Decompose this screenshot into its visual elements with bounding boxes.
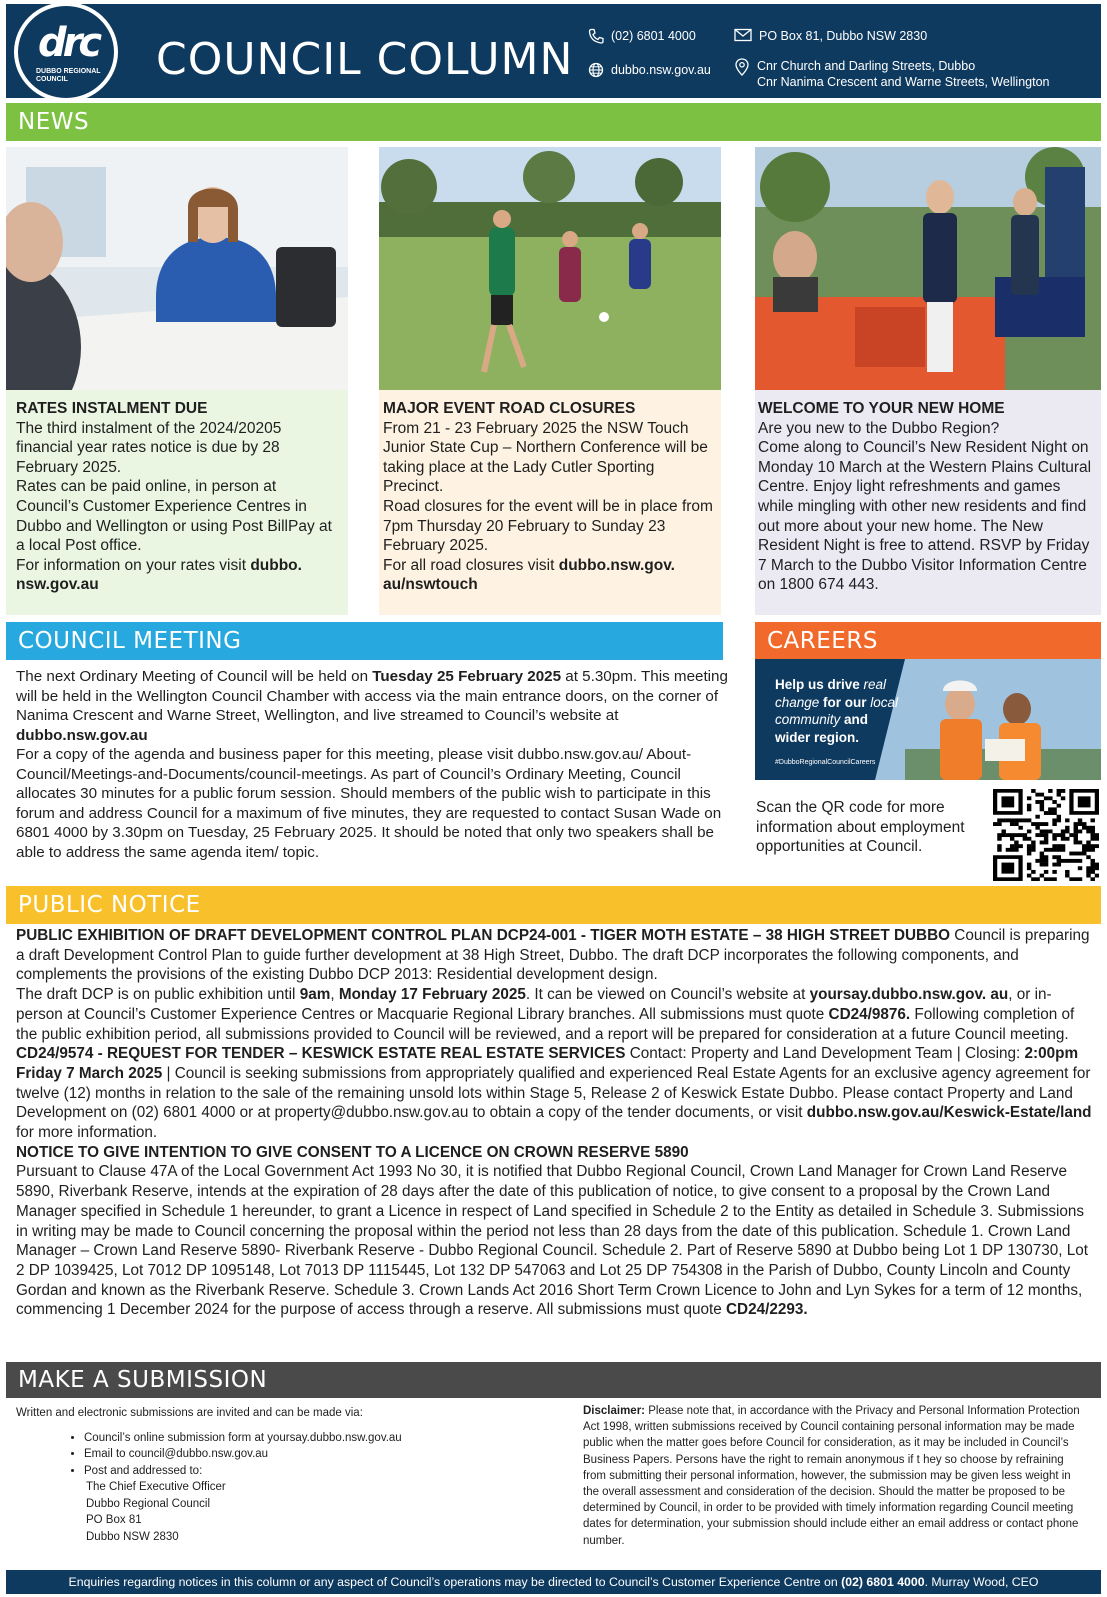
globe-icon — [588, 62, 604, 78]
news-heading-rates: RATES INSTALMENT DUE — [16, 400, 208, 417]
tender-text-2: | Council is seeking submissions from appropriately qualified and experienced Real Estate Agents for an exclusive agency agreement for twelve (12) months in relation to the sale of the remaining unsold lots within Stage 5, Release 2 of Keswick Estate Dubbo. Please contact Property and Land Development on (02) 6801 4000 or at property@dubbo.nsw.gov.au to obtain a copy of the tender documents, or visit — [16, 1064, 1091, 1122]
notice-tender-heading: CD24/9574 - REQUEST FOR TENDER – KESWICK ESTATE REAL ESTATE SERVICES — [16, 1045, 626, 1063]
meeting-details: at 5.30pm. This meeting will be held in the Wellington Council Chamber with access via the main entrance doors, on the corner of Nanima Crescent and Warne Street, Wellington, and live streamed to Council’s website at — [16, 668, 728, 724]
phone-number: (02) 6801 4000 — [611, 29, 696, 43]
keswick-estate-link[interactable]: dubbo.nsw.gov.au/Keswick-Estate/land — [806, 1104, 1092, 1122]
address-line: Dubbo NSW 2830 — [86, 1530, 179, 1543]
notice-dcp-body: Council is preparing a draft Development Control Plan to guide further development at 38 High Street, Dubbo. The draft DCP incorporates the following components, and complements the provisions of the existing Dubbo DCP 2013: Residential development design. — [16, 927, 1090, 984]
exhibition-text-3: . It can be viewed on Council’s website at — [525, 986, 810, 1004]
careers-qr-code[interactable] — [993, 789, 1099, 881]
news-text-new-residents — [758, 399, 1095, 595]
careers-hashtag: #DubboRegionalCouncilCareers — [775, 759, 876, 766]
rates-info-text: For information on your rates visit — [16, 556, 251, 574]
address-line-wellington: Cnr Nanima Crescent and Warne Streets, Wellington — [757, 75, 1050, 89]
council-logo — [14, 2, 118, 102]
po-box-contact — [734, 28, 927, 44]
notice-dcp-exhibition — [16, 985, 1096, 1044]
photo-customer-service — [6, 147, 348, 390]
location-pin-icon — [734, 58, 750, 76]
exhibition-text-1: The draft DCP is on public exhibition until — [16, 986, 300, 1004]
news-section-title: NEWS — [6, 103, 1101, 141]
page-title: COUNCIL COLUMN — [156, 34, 574, 85]
slogan-part-1: Help us drive — [775, 677, 864, 692]
news-text-road-closures — [383, 399, 715, 595]
news-item-new-residents — [755, 147, 1101, 615]
careers-slogan — [775, 676, 905, 746]
submission-methods — [16, 1405, 556, 1545]
news-item-rates — [6, 147, 348, 615]
careers-section-title: CAREERS — [755, 622, 1101, 660]
disclaimer-label: Disclaimer: — [583, 1405, 646, 1417]
notice-tender — [16, 1044, 1096, 1143]
news-heading-road-closures: MAJOR EVENT ROAD CLOSURES — [383, 400, 636, 417]
council-meeting-section-title: COUNCIL MEETING — [6, 622, 723, 660]
notice-licence-heading: NOTICE TO GIVE INTENTION TO GIVE CONSENT TO A LICENCE ON CROWN RESERVE 5890 — [16, 1143, 689, 1161]
footer — [6, 1570, 1101, 1594]
header — [6, 4, 1101, 98]
photo-touch-football — [379, 147, 721, 390]
website-contact — [588, 62, 711, 78]
exhibition-text-2: , — [330, 986, 339, 1004]
disclaimer-text: Please note that, in accordance with the Privacy and Personal Information Protection Act 1998, written submissions received by Council containing personal information may be made public when the matter goes before Council for consideration, as it may be included in Council’s Business Papers. Persons have the right to remain anonymous if t hey so choose by refraining from submitting their personal information, however, the submission may be given less weight in the overall assessment and consideration of the decision. Should the matter be proposed to be determined by Council, in order to be provided with timely information regarding Council meeting dates for determination, your submission should include either an email address or contact phone number. — [583, 1405, 1080, 1547]
submission-online[interactable]: • Council’s online submission form at yoursay.dubbo.nsw.gov.au — [84, 1430, 556, 1447]
submission-post: • Post and addressed to: — [84, 1463, 556, 1480]
logo-mark: drc — [38, 20, 99, 66]
submission-section-title: MAKE A SUBMISSION — [6, 1362, 1101, 1398]
address-line-dubbo: Cnr Church and Darling Streets, Dubbo — [757, 59, 976, 73]
meeting-intro: The next Ordinary Meeting of Council will be held on — [16, 668, 373, 685]
submission-intro: Written and electronic submissions are invited and can be made via: — [16, 1407, 363, 1419]
submission-email[interactable]: • Email to council@dubbo.nsw.gov.au — [84, 1446, 556, 1463]
public-notice-section-title: PUBLIC NOTICE — [6, 886, 1101, 924]
careers-text: Scan the QR code for more information about employment opportunities at Council. — [756, 799, 965, 855]
news-item-road-closures — [379, 147, 721, 615]
submission-list — [84, 1430, 556, 1480]
logo-text: DUBBO REGIONAL COUNCIL — [36, 68, 101, 83]
notice-dcp-heading: PUBLIC EXHIBITION OF DRAFT DEVELOPMENT CONTROL PLAN DCP24-001 - TIGER MOTH ESTATE – 38 HIGH STREET DUBBO — [16, 927, 951, 944]
address-line: The Chief Executive Officer — [86, 1481, 226, 1493]
yoursay-link[interactable]: yoursay.dubbo.nsw.gov. au — [809, 986, 1009, 1004]
address-contact — [734, 58, 1050, 90]
phone-icon — [588, 28, 604, 44]
road-paragraph-1: From 21 - 23 February 2025 the NSW Touch Junior State Cup – Northern Conference will be taking place at the Lady Cutler Sporting Precinct. — [383, 419, 708, 496]
road-paragraph-2: Road closures for the event will be in place from 7pm Thursday 20 February to Sunday 23 February 2025. — [383, 497, 713, 555]
rates-paragraph-2: Rates can be paid online, in person at Council’s Customer Experience Centres in Dubbo and Wellington or using Post BillPay at a local Post office. — [16, 478, 332, 555]
footer-phone: (02) 6801 4000 — [841, 1575, 925, 1589]
news-heading-new-residents: WELCOME TO YOUR NEW HOME — [758, 400, 1005, 417]
licence-text: Pursuant to Clause 47A of the Local Government Act 1993 No 30, it is notified that Dubbo Regional Council, Crown Land Manager for Crown Land Reserve 5890, Riverbank Reserve, intends at the expiration of 28 days after the date of this publication of notice, to give consent to a proposal by the Crown Land Manager specified in Schedule 1 hereunder, to grant a Licence in respect of Land specified in Schedule 2 to the Entity as detailed in Schedule 3. Submissions in writing may be made to Council concerning the proposal within the period not less than 28 days from the date of this publication. Schedule 1. Crown Land Manager – Crown Land Reserve 5890- Riverbank Reserve - Dubbo Regional Council. Schedule 2. Part of Reserve 5890 at Dubbo being Lot 1 DP 130730, Lot 2 DP 1039425, Lot 7012 DP 1095148, Lot 7013 DP 1115445, Lot 132 DP 547063 and Lot 25 DP 754308 in the Parish of Dubbo, County Lincoln and County Gordan and known as the Riverbank Reserve. Schedule 3. Crown Lands Act 2016 Short Term Crown Licence to John and Lyn Sykes for a term of 12 months, commencing 1 December 2024 for the purpose of access through a reserve. All submissions must quote — [16, 1163, 1088, 1319]
qr-code-icon — [993, 789, 1099, 881]
footer-text: Enquiries regarding notices in this column or any aspect of Council’s operations may be directed to Council’s Customer Experience Centre on — [68, 1575, 842, 1589]
road-info-text: For all road closures visit — [383, 556, 559, 574]
residents-paragraph-2: Come along to Council’s New Resident Night on Monday 10 March at the Western Plains Cultural Centre. Enjoy light refreshments and games while mingling with other new residents and find out more about your new home. The New Resident Night is free to attend. RSVP by Friday 7 March to the Dubbo Visitor Information Centre on 1800 674 443. — [758, 439, 1092, 594]
careers-banner — [755, 659, 1101, 780]
notice-dcp — [16, 926, 1096, 985]
licence-reference: CD24/2293. — [725, 1301, 808, 1319]
road-paragraph-3 — [383, 556, 715, 595]
public-notice-text — [16, 926, 1096, 1320]
address-block — [757, 58, 1050, 90]
meeting-paragraph-1 — [16, 667, 728, 745]
postal-address — [86, 1479, 556, 1545]
council-meeting-text — [16, 667, 728, 862]
meeting-paragraph-2: For a copy of the agenda and business paper for this meeting, please visit dubbo.nsw.gov.au/ About-Council/Meetings-and-Documents/council-meetings. As part of Council’s Ordinary Meeting, Council allocates 30 minutes for a public forum session. Should members of the public wish to participate in this forum and address Council for a maximum of five minutes, they are requested to contact Susan Wade on 6801 4000 by 3.30pm on Tuesday, 25 February 2025. It should be noted that only two speakers shall be able to address the same agenda item/ topic. — [16, 746, 722, 861]
tender-text-1: Contact: Property and Land Development Team | Closing: — [625, 1045, 1025, 1063]
slogan-part-3: for our — [819, 694, 871, 710]
news-text-rates — [16, 399, 342, 595]
website-link[interactable]: dubbo.nsw.gov.au — [611, 63, 711, 77]
residents-paragraph-1: Are you new to the Dubbo Region? — [758, 419, 1000, 437]
disclaimer — [583, 1403, 1083, 1549]
slogan-part-4: local community — [775, 694, 899, 727]
tender-text-3: for more information. — [16, 1124, 158, 1142]
exhibition-date: Monday 17 February 2025 — [338, 986, 526, 1004]
exhibition-text-4: , or in-person at Council’s Customer Experience Centres or Macquarie Regional Library branches. All submissions must quote — [16, 986, 1052, 1023]
address-line: Dubbo Regional Council — [86, 1497, 211, 1510]
address-line: PO Box 81 — [86, 1514, 142, 1526]
meeting-website-link[interactable]: dubbo.nsw.gov.au — [16, 726, 148, 744]
rates-paragraph-1: The third instalment of the 2024/20205 financial year rates notice is due by 28 February 2025. — [16, 419, 282, 476]
photo-new-residents — [755, 147, 1101, 390]
rates-paragraph-3 — [16, 556, 342, 595]
phone-contact — [588, 28, 696, 44]
dcp-reference: CD24/9876. — [828, 1005, 911, 1023]
po-box: PO Box 81, Dubbo NSW 2830 — [759, 29, 928, 43]
slogan-part-2: real change — [775, 677, 887, 710]
meeting-date: Tuesday 25 February 2025 — [372, 668, 562, 685]
road-closures-link[interactable]: dubbo.nsw.gov. au/nswtouch — [383, 556, 675, 594]
slogan-part-5: and wider region. — [775, 712, 869, 745]
exhibition-text-5: Following completion of the public exhibition period, all submissions provided to Council will be reviewed, and a report will be prepared for consideration at a future Council meeting. — [16, 1005, 1075, 1043]
rates-link[interactable]: dubbo. nsw.gov.au — [16, 556, 302, 594]
mail-icon — [734, 28, 752, 42]
footer-signoff: . Murray Wood, CEO — [924, 1575, 1039, 1589]
tender-closing-date: 2:00pm Friday 7 March 2025 — [16, 1045, 1079, 1082]
exhibition-time: 9am — [299, 986, 331, 1004]
notice-licence-body — [16, 1162, 1096, 1320]
